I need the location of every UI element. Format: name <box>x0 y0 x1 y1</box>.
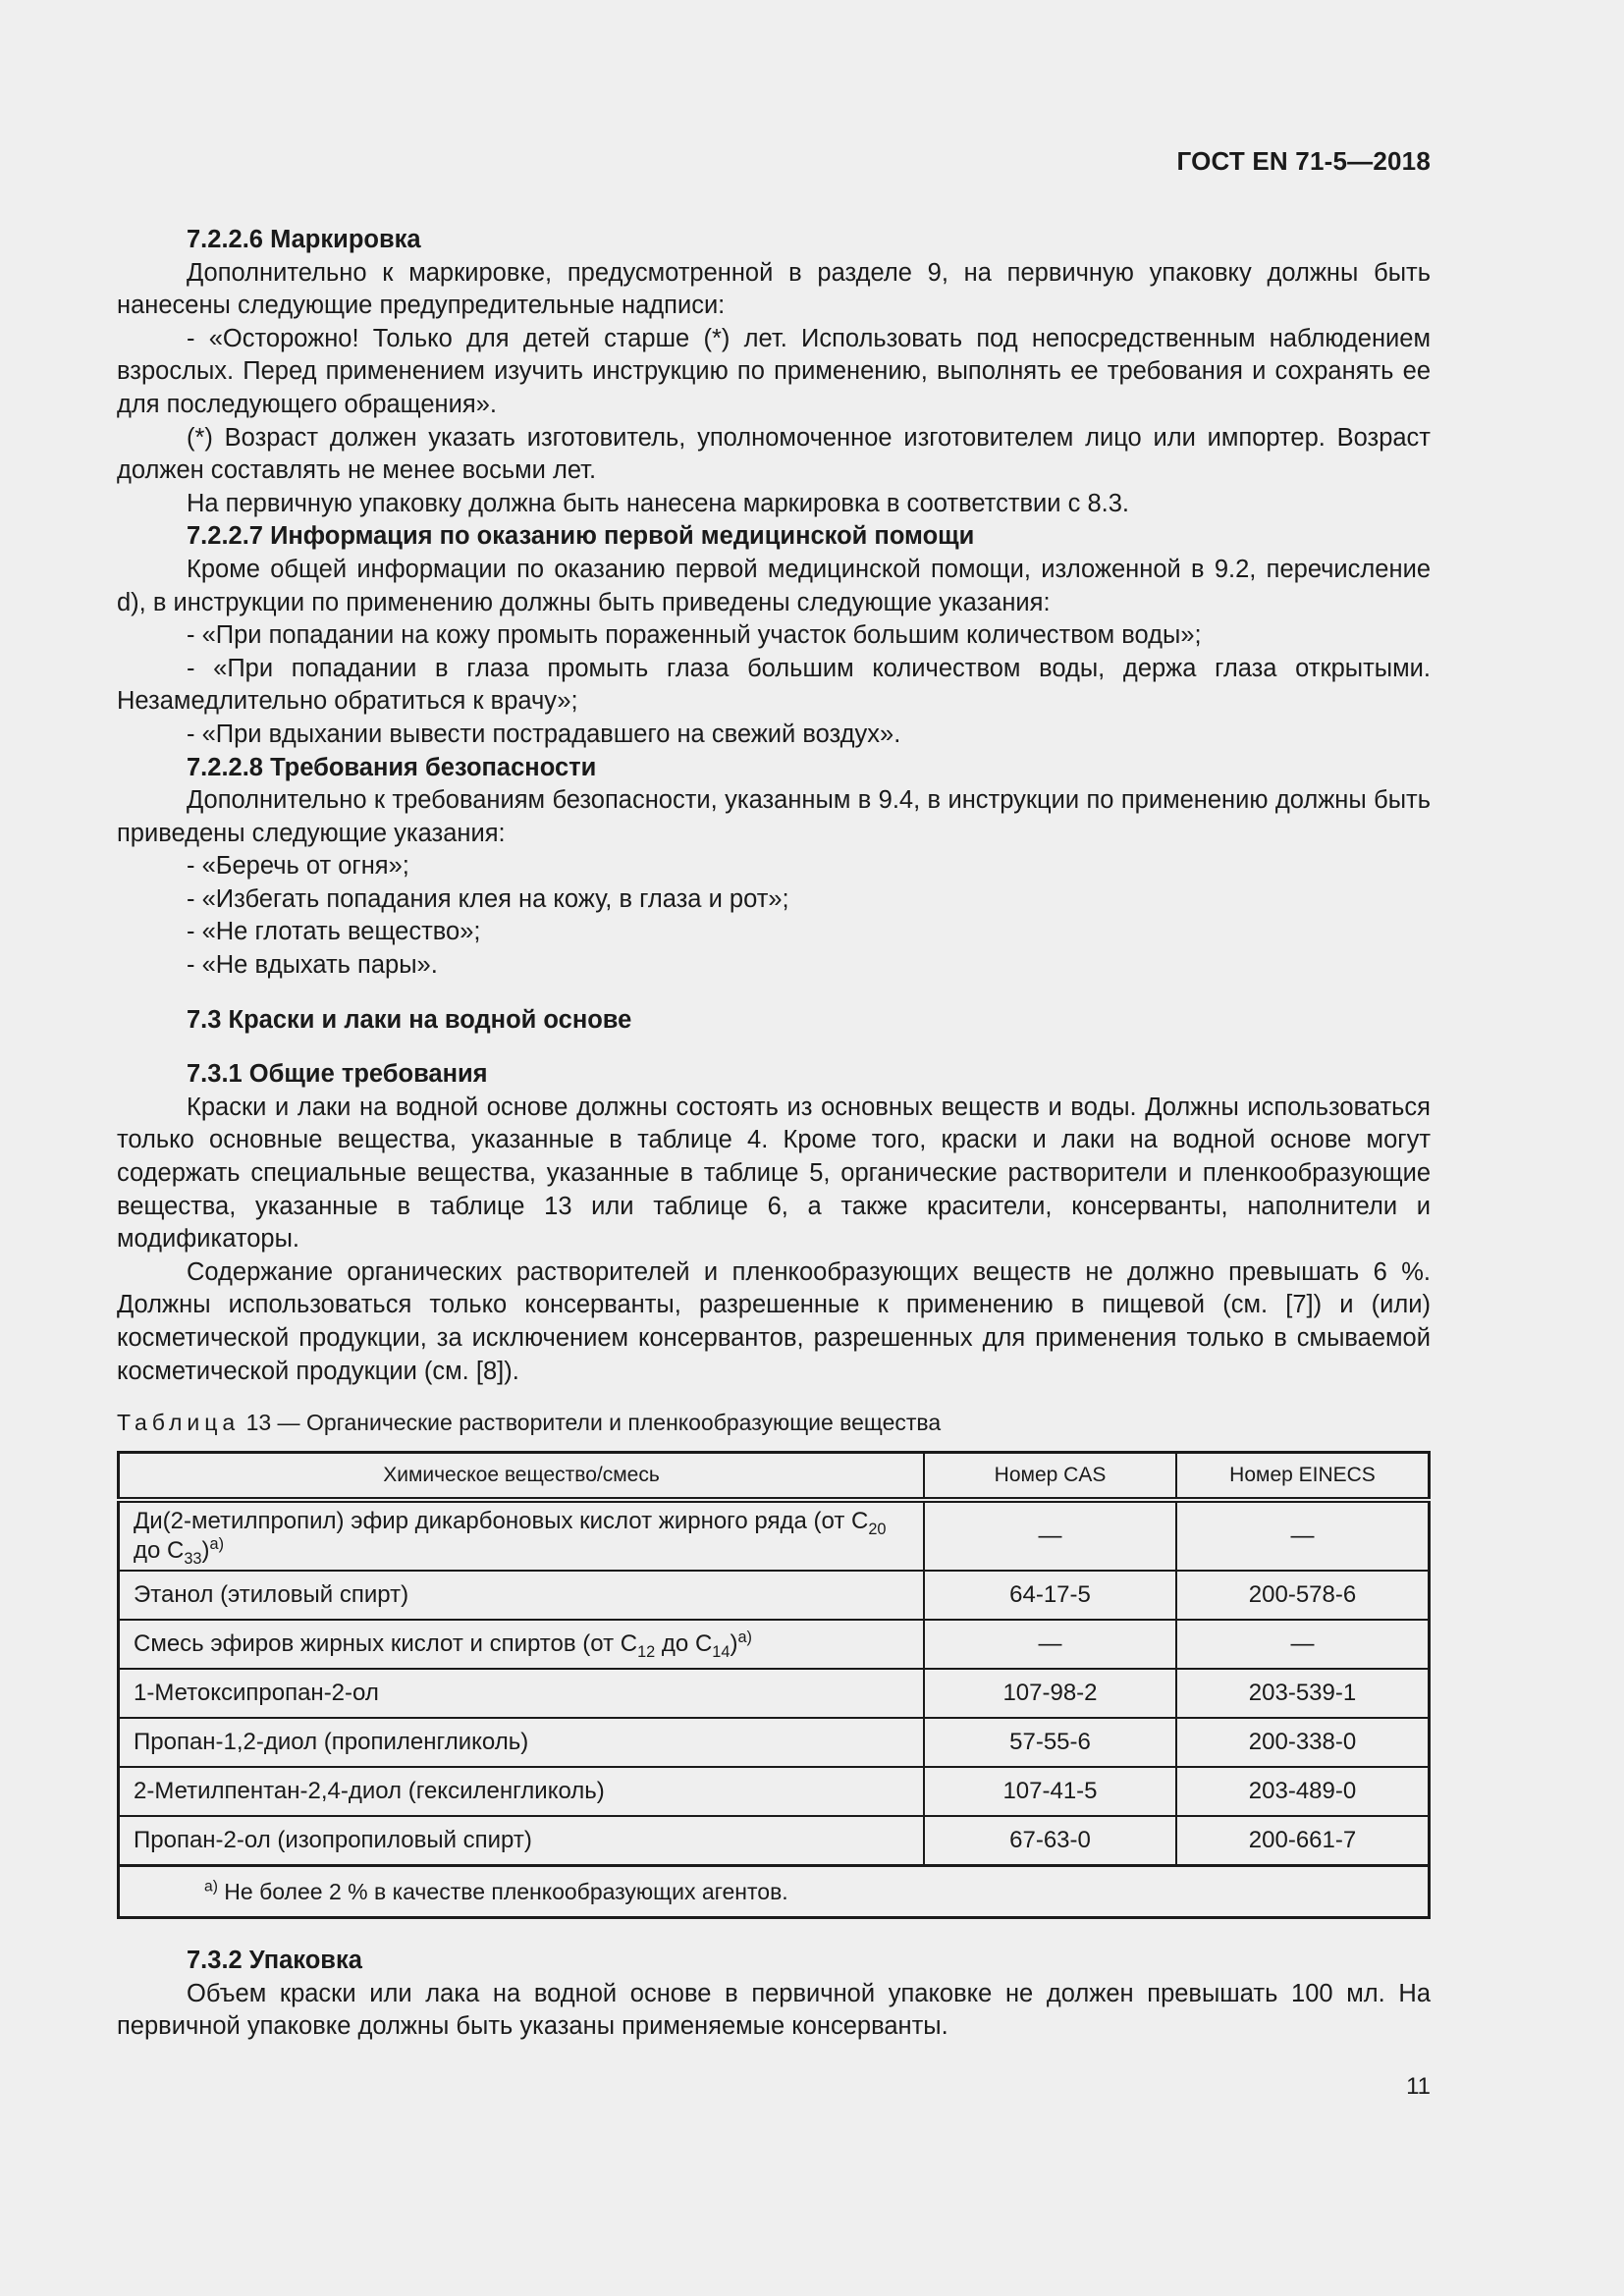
list-item: - «При вдыхании вывести пострадавшего на свежий воздух». <box>187 720 901 748</box>
table-row <box>119 1500 1430 1571</box>
table-label: Таблица <box>117 1410 241 1436</box>
table-row <box>119 1718 1430 1767</box>
list-item: - «При попадании в глаза промыть глаза большим количеством воды, держа глаза открытыми. Незамедлительно обратиться к врачу»; <box>117 654 1431 716</box>
section-heading: 7.3.1 Общие требования <box>187 1060 488 1089</box>
einecs-cell: — <box>1176 1500 1430 1571</box>
list-item: - «Избегать попадания клея на кожу, в глаза и рот»; <box>187 884 789 913</box>
table-row <box>119 1816 1430 1866</box>
substance-cell: Этанол (этиловый спирт) <box>119 1571 925 1620</box>
table-footnote-row <box>119 1866 1430 1918</box>
section-heading: 7.2.2.8 Требования безопасности <box>187 753 597 781</box>
substances-table <box>117 1451 1431 1919</box>
list-item: - «Беречь от огня»; <box>187 852 409 881</box>
column-header: Номер EINECS <box>1176 1453 1430 1501</box>
paragraph: Содержание органических растворителей и пленкообразующих веществ не должно превышать 6 %. Должны использоваться только консерванты, разрешенные к применению в пищевой (см. [7]) и (или) косметической продукции, за исключением консервантов, разрешенных для применения только в смываемой косметической продукции (см. [8]). <box>117 1257 1431 1385</box>
cas-cell: — <box>924 1620 1176 1669</box>
paragraph: Дополнительно к требованиям безопасности, указанным в 9.4, в инструкции по применению должны быть приведены следующие указания: <box>117 786 1431 847</box>
cas-cell: 107-98-2 <box>924 1669 1176 1718</box>
paragraph: Дополнительно к маркировке, предусмотренной в разделе 9, на первичную упаковку должны быть нанесены следующие предупредительные надписи: <box>117 258 1431 320</box>
list-item: - «Не глотать вещество»; <box>187 918 481 946</box>
table-header-row <box>119 1453 1430 1501</box>
table-title: 13 — Органические растворители и пленкообразующие вещества <box>240 1410 942 1436</box>
cas-cell: 64-17-5 <box>924 1571 1176 1620</box>
table-row <box>119 1669 1430 1718</box>
table-row <box>119 1620 1430 1669</box>
cas-cell: 107-41-5 <box>924 1767 1176 1816</box>
list-item: - «Не вдыхать пары». <box>187 951 438 980</box>
einecs-cell: 200-578-6 <box>1176 1571 1430 1620</box>
cas-cell: 57-55-6 <box>924 1718 1176 1767</box>
cas-cell: 67-63-0 <box>924 1816 1176 1866</box>
substance-cell: Пропан-2-ол (изопропиловый спирт) <box>119 1816 925 1866</box>
column-header: Химическое вещество/смесь <box>119 1453 925 1501</box>
page-number: 11 <box>1406 2073 1431 2100</box>
substance-cell: 1-Метоксипропан-2-ол <box>119 1669 925 1718</box>
section-heading: 7.2.2.6 Маркировка <box>187 226 421 253</box>
einecs-cell: — <box>1176 1620 1430 1669</box>
einecs-cell: 203-539-1 <box>1176 1669 1430 1718</box>
table-row <box>119 1767 1430 1816</box>
list-item: - «При попадании на кожу промыть пораженный участок большим количеством воды»; <box>187 621 1202 650</box>
section-heading: 7.3.2 Упаковка <box>187 1947 362 1975</box>
einecs-cell: 203-489-0 <box>1176 1767 1430 1816</box>
paragraph: Краски и лаки на водной основе должны состоять из основных веществ и воды. Должны использоваться только основные вещества, указанные в таблице 4. Кроме того, краски и лаки на водной основе могут содержать специальные вещества, указанные в таблице 5, органические растворители и пленкообразующие вещества, указанные в таблице 13 или таблице 6, а также красители, консерванты, наполнители и модификаторы. <box>117 1093 1431 1254</box>
warning-text: - «Осторожно! Только для детей старше (*) лет. Использовать под непосредственным наблюдением взрослых. Перед применением изучить инструкцию по применению, выполнять ее требования и сохранять ее для последующего обращения». <box>117 324 1431 418</box>
page-content <box>117 224 1431 2044</box>
section-heading: 7.3 Краски и лаки на водной основе <box>187 1005 632 1034</box>
section-heading: 7.2.2.7 Информация по оказанию первой медицинской помощи <box>187 522 975 551</box>
table-caption <box>117 1408 1431 1437</box>
paragraph: Объем краски или лака на водной основе в первичной упаковке не должен превышать 100 мл. На первичной упаковке должны быть указаны применяемые консерванты. <box>117 1979 1431 2041</box>
document-id: ГОСТ EN 71-5—2018 <box>1176 146 1431 176</box>
table-footnote: $^{а)}$ Не более 2 % в качестве пленкообразующих агентов. <box>119 1866 1430 1918</box>
einecs-cell: 200-338-0 <box>1176 1718 1430 1767</box>
paragraph: (*) Возраст должен указать изготовитель, уполномоченное изготовителем лицо или импортер. Возраст должен составлять не менее восьми лет. <box>117 423 1431 485</box>
substance-cell: 2-Метилпентан-2,4-диол (гексиленгликоль) <box>119 1767 925 1816</box>
substance-cell: Смесь эфиров жирных кислот и спиртов (от $C_{12}$ до $C_{14})^{а)}$ <box>119 1620 925 1669</box>
column-header: Номер CAS <box>924 1453 1176 1501</box>
substance-cell: Пропан-1,2-диол (пропиленгликоль) <box>119 1718 925 1767</box>
einecs-cell: 200-661-7 <box>1176 1816 1430 1866</box>
table-row <box>119 1571 1430 1620</box>
paragraph: На первичную упаковку должна быть нанесена маркировка в соответствии с 8.3. <box>187 489 1129 517</box>
substance-cell: Ди(2-метилпропил) эфир дикарбоновых кислот жирного ряда (от $C_{20}$ до $C_{33})^{а)}$ <box>119 1500 925 1571</box>
paragraph: Кроме общей информации по оказанию первой медицинской помощи, изложенной в 9.2, перечисление d), в инструкции по применению должны быть приведены следующие указания: <box>117 555 1431 616</box>
cas-cell: — <box>924 1500 1176 1571</box>
